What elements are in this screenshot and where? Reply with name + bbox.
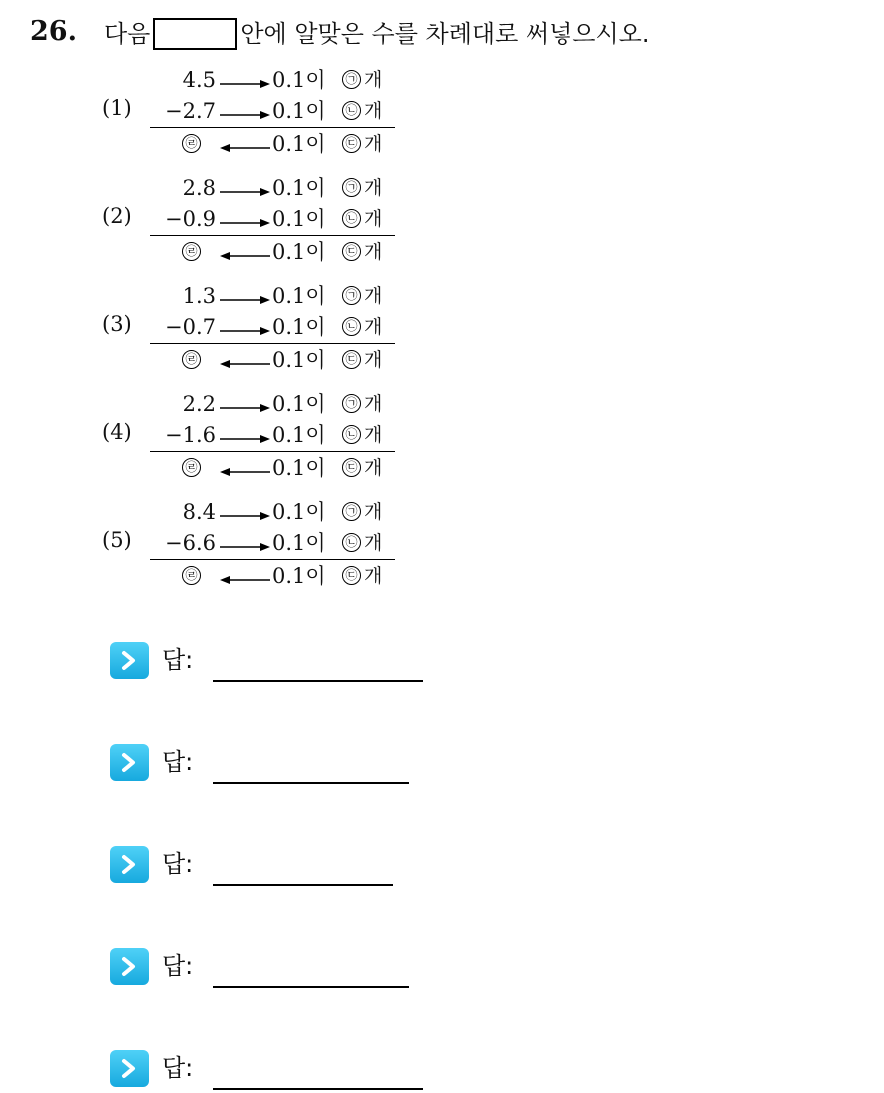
arrow-right-icon	[220, 326, 270, 329]
first-number: 1.3	[182, 284, 216, 308]
answer-row-3	[110, 846, 450, 886]
circled-giyeok: ㉠	[342, 394, 361, 413]
circled-nieun: ㉡	[342, 101, 361, 120]
arrow-right-icon	[220, 511, 270, 514]
circled-nieun: ㉡	[342, 425, 361, 444]
row-second-number	[150, 313, 400, 341]
circled-giyeok: ㉠	[342, 286, 361, 305]
unit-text: 0.1이	[272, 68, 326, 92]
first-number: 8.4	[182, 500, 216, 524]
arrow-right-icon	[220, 403, 270, 406]
row-result	[150, 130, 400, 158]
circled-digeut: ㉢	[342, 566, 361, 585]
unit-text: 0.1이	[272, 564, 326, 588]
circled-rieul: ㉣	[182, 458, 201, 477]
arrow-left-icon	[220, 575, 270, 578]
circled-nieun: ㉡	[342, 209, 361, 228]
question-text	[104, 16, 649, 51]
problem-5	[0, 498, 420, 598]
second-number: −0.9	[165, 207, 216, 231]
answer-row-5	[110, 1050, 450, 1090]
row-result	[150, 454, 400, 482]
problem-1	[0, 66, 420, 166]
unit-text: 0.1이	[272, 132, 326, 156]
unit-text: 0.1이	[272, 284, 326, 308]
answer-label: 답:	[162, 748, 194, 776]
count-suffix: 개	[364, 424, 383, 446]
circled-digeut: ㉢	[342, 134, 361, 153]
answer-row-4	[110, 948, 450, 988]
problem-2	[0, 174, 420, 274]
answer-label: 답:	[162, 1054, 194, 1082]
answer-label: 답:	[162, 646, 194, 674]
count-suffix: 개	[364, 349, 383, 371]
sum-rule	[150, 127, 395, 128]
arrow-right-icon	[220, 218, 270, 221]
circled-digeut: ㉢	[342, 350, 361, 369]
chevron-right-icon	[110, 846, 149, 883]
row-second-number	[150, 97, 400, 125]
unit-text: 0.1이	[272, 207, 326, 231]
unit-text: 0.1이	[272, 423, 326, 447]
answer-label: 답:	[162, 850, 194, 878]
problem-label: (1)	[102, 96, 132, 120]
count-suffix: 개	[364, 457, 383, 479]
row-second-number	[150, 421, 400, 449]
arrow-right-icon	[220, 187, 270, 190]
circled-rieul: ㉣	[182, 134, 201, 153]
unit-text: 0.1이	[272, 240, 326, 264]
count-suffix: 개	[364, 100, 383, 122]
arrow-left-icon	[220, 251, 270, 254]
problem-4	[0, 390, 420, 490]
answer-row-2	[110, 744, 450, 784]
sum-rule	[150, 235, 395, 236]
problem-label: (5)	[102, 528, 132, 552]
unit-text: 0.1이	[272, 500, 326, 524]
first-number: 4.5	[182, 68, 216, 92]
row-first-number	[150, 282, 400, 310]
problem-label: (2)	[102, 204, 132, 228]
circled-giyeok: ㉠	[342, 502, 361, 521]
row-first-number	[150, 66, 400, 94]
chevron-right-icon	[110, 642, 149, 679]
answer-label: 답:	[162, 952, 194, 980]
circled-digeut: ㉢	[342, 242, 361, 261]
answer-input-line[interactable]	[213, 680, 423, 682]
row-result	[150, 346, 400, 374]
arrow-left-icon	[220, 359, 270, 362]
answer-row-1	[110, 642, 450, 682]
unit-text: 0.1이	[272, 348, 326, 372]
second-number: −2.7	[165, 99, 216, 123]
unit-text: 0.1이	[272, 176, 326, 200]
count-suffix: 개	[364, 285, 383, 307]
problem-label: (4)	[102, 420, 132, 444]
blank-box	[153, 18, 237, 50]
chevron-right-icon	[110, 1050, 149, 1087]
arrow-left-icon	[220, 467, 270, 470]
row-result	[150, 238, 400, 266]
count-suffix: 개	[364, 69, 383, 91]
sum-rule	[150, 343, 395, 344]
row-second-number	[150, 529, 400, 557]
sum-rule	[150, 451, 395, 452]
arrow-left-icon	[220, 143, 270, 146]
count-suffix: 개	[364, 177, 383, 199]
arrow-right-icon	[220, 110, 270, 113]
chevron-right-icon	[110, 744, 149, 781]
count-suffix: 개	[364, 393, 383, 415]
answer-input-line[interactable]	[213, 1088, 423, 1090]
arrow-right-icon	[220, 295, 270, 298]
count-suffix: 개	[364, 532, 383, 554]
second-number: −6.6	[165, 531, 216, 555]
second-number: −0.7	[165, 315, 216, 339]
question-header	[0, 0, 884, 60]
row-result	[150, 562, 400, 590]
second-number: −1.6	[165, 423, 216, 447]
circled-rieul: ㉣	[182, 566, 201, 585]
unit-text: 0.1이	[272, 456, 326, 480]
count-suffix: 개	[364, 316, 383, 338]
row-second-number	[150, 205, 400, 233]
question-text-after: 안에 알맞은 수를 차례대로 써넣으시오.	[240, 20, 650, 48]
circled-giyeok: ㉠	[342, 70, 361, 89]
circled-nieun: ㉡	[342, 317, 361, 336]
unit-text: 0.1이	[272, 531, 326, 555]
row-first-number	[150, 498, 400, 526]
sum-rule	[150, 559, 395, 560]
question-text-before: 다음	[104, 20, 151, 48]
unit-text: 0.1이	[272, 392, 326, 416]
circled-rieul: ㉣	[182, 350, 201, 369]
answer-input-line[interactable]	[213, 986, 409, 988]
count-suffix: 개	[364, 565, 383, 587]
count-suffix: 개	[364, 241, 383, 263]
arrow-right-icon	[220, 542, 270, 545]
unit-text: 0.1이	[272, 99, 326, 123]
circled-digeut: ㉢	[342, 458, 361, 477]
answer-input-line[interactable]	[213, 884, 393, 886]
count-suffix: 개	[364, 501, 383, 523]
first-number: 2.8	[182, 176, 216, 200]
chevron-right-icon	[110, 948, 149, 985]
count-suffix: 개	[364, 208, 383, 230]
row-first-number	[150, 390, 400, 418]
problem-label: (3)	[102, 312, 132, 336]
circled-giyeok: ㉠	[342, 178, 361, 197]
circled-rieul: ㉣	[182, 242, 201, 261]
arrow-right-icon	[220, 434, 270, 437]
circled-nieun: ㉡	[342, 533, 361, 552]
answer-input-line[interactable]	[213, 782, 409, 784]
row-first-number	[150, 174, 400, 202]
first-number: 2.2	[182, 392, 216, 416]
arrow-right-icon	[220, 79, 270, 82]
problem-3	[0, 282, 420, 382]
unit-text: 0.1이	[272, 315, 326, 339]
count-suffix: 개	[364, 133, 383, 155]
question-number: 26.	[30, 16, 77, 47]
